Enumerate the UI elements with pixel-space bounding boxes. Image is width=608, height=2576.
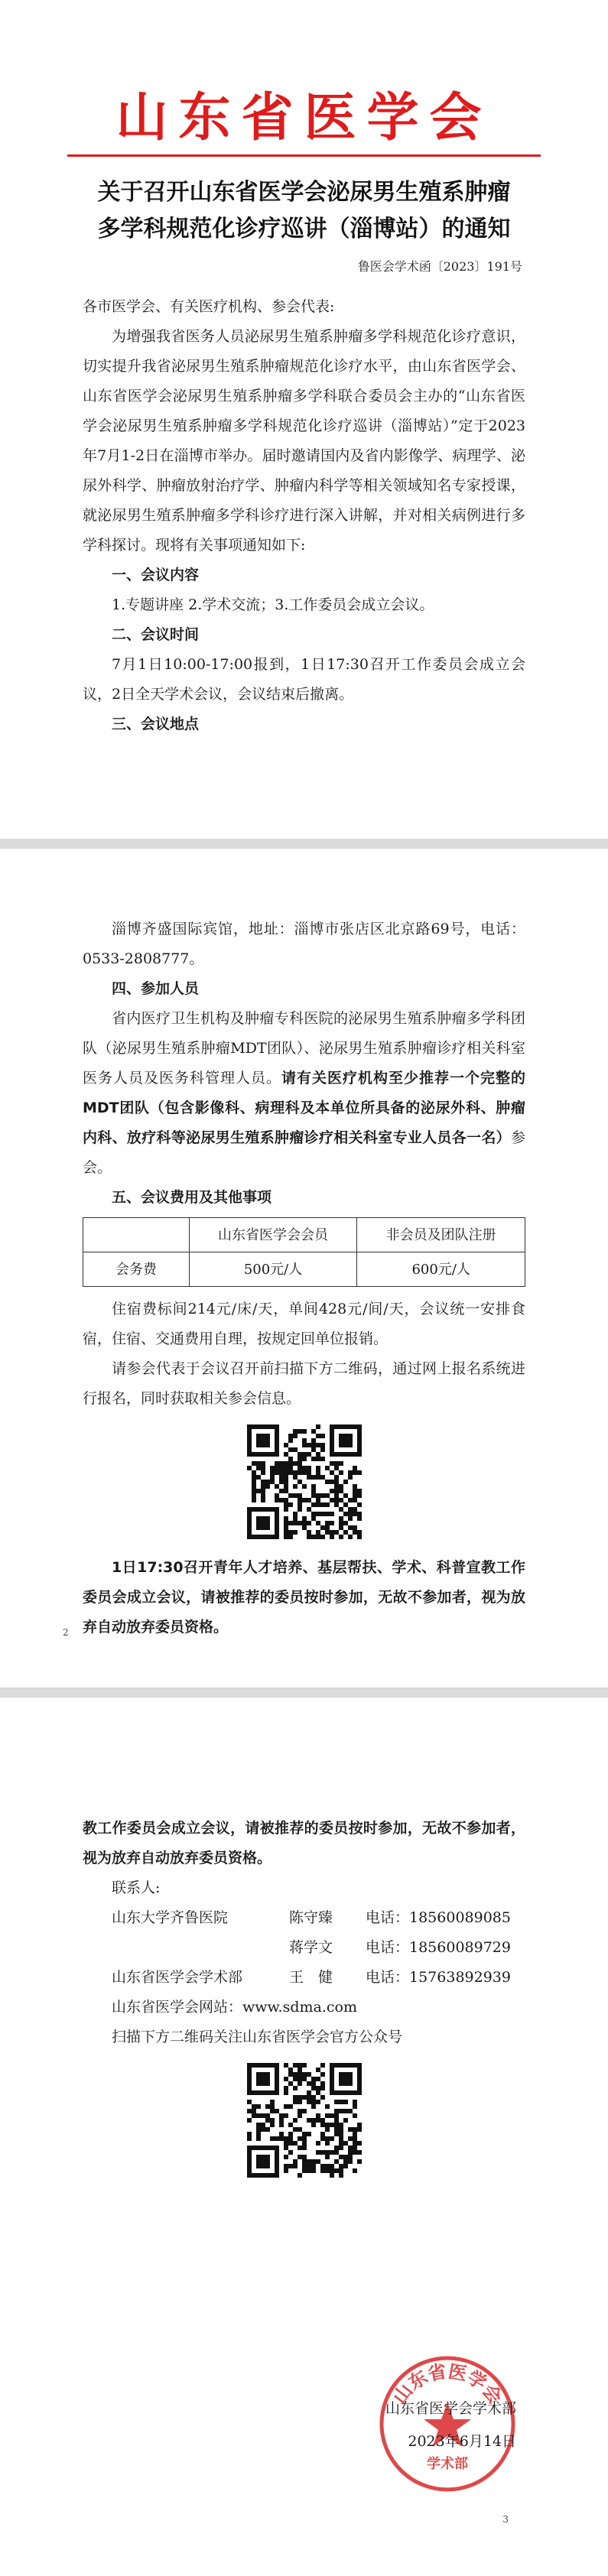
fee-table-header-row [83, 1218, 525, 1252]
section-4-text-end: 参会。 [83, 1129, 525, 1176]
contact-person: 陈守臻 [289, 1909, 333, 1926]
registration-text: 请参会代表于会议召开前扫描下方二维码，通过网上报名系统进行报名，同时获取相关参会信息。 [83, 1360, 525, 1407]
fee-row-label: 会务费 [83, 1252, 190, 1287]
fee-table-corner [83, 1218, 190, 1252]
document-number: 鲁医会学术函〔2023〕191号 [357, 259, 522, 274]
seal-text: 山东省医学会 [389, 2360, 506, 2409]
youth-committee-text-part1: 1日17:30召开青年人才培养、基层帮扶、学术、科普宣教工作委员会成立会议，请被推荐的委员按时参加，无故不参加者，视为放弃自动放弃委员资格。 [83, 1559, 525, 1636]
page-number-3: 3 [502, 2514, 509, 2525]
masthead-divider [67, 154, 541, 157]
wechat-qr-code[interactable] [247, 2063, 362, 2178]
section-3-text: 淄博齐盛国际宾馆，地址：淄博市张店区北京路69号，电话：0533-2808777。 [83, 921, 525, 967]
contact-phone: 电话：18560089729 [366, 1939, 511, 1956]
youth-committee-text-continued: 教工作委员会成立会议，请被推荐的委员按时参加，无故不参加者，视为放弃自动放弃委员资格。 [83, 1820, 525, 1866]
fee-table-row [83, 1252, 525, 1287]
contact-row [83, 1963, 525, 1993]
fee-nonmember: 600元/人 [357, 1252, 525, 1287]
contact-org: 山东大学齐鲁医院 [112, 1909, 229, 1926]
section-2-text: 7月1日10:00-17:00报到，1日17:30召开工作委员会成立会议，2日全天学术会议，会议结束后撤离。 [83, 656, 525, 703]
salutation: 各市医学会、有关医疗机构、参会代表: [83, 298, 335, 315]
contact-person: 王 健 [289, 1969, 333, 1986]
section-5-heading: 五、会议费用及其他事项 [112, 1189, 272, 1206]
intro-paragraph: 为增强我省医务人员泌尿男生殖系肿瘤多学科规范化诊疗意识，切实提升我省泌尿男生殖系肿瘤规范化诊疗水平，由山东省医学会、山东省医学会泌尿男生殖系肿瘤多学科联合委员会主办的“山东省医学会泌尿男生殖系肿瘤多学科规范化诊疗巡讲（淄博站）”定于2023年7月1-2日在淄博市举办。届时邀请国内及省内影像学、病理学、泌尿外科学、肿瘤放射治疗学、肿瘤内科学等相关领域知名专家授课，就泌尿男生殖系肿瘤多学科诊疗进行深入讲解，并对相关病例进行多学科探讨。现将有关事项通知如下: [83, 328, 525, 554]
website-text: 山东省医学会网站：www.sdma.com [112, 1999, 357, 2016]
title-line-2: 多学科规范化诊疗巡讲（淄博站）的通知 [97, 216, 511, 242]
section-4-text-bold: 请有关医疗机构至少推荐一个完整的MDT团队（包含影像科、病理科及本单位所具备的泌尿外科、肿瘤内科、放疗科等泌尿男生殖系肿瘤诊疗相关科室专业人员各一名） [83, 1070, 525, 1146]
signature-date: 2023年6月14日 [408, 2433, 516, 2450]
signature-block [340, 2347, 516, 2500]
fee-header-nonmember: 非会员及团队注册 [357, 1218, 525, 1252]
contact-label: 联系人: [112, 1879, 161, 1896]
wechat-text: 扫描下方二维码关注山东省医学会官方公众号 [112, 2029, 403, 2045]
section-3-heading: 三、会议地点 [112, 716, 200, 733]
section-4-heading: 四、参加人员 [112, 980, 200, 997]
section-4-text-normal: 省内医疗卫生机构及肿瘤专科医院的泌尿男生殖系肿瘤多学科团队（泌尿男生殖系肿瘤MDT团队）、泌尿男生殖系肿瘤诊疗相关科室医务人员及医务科管理人员。 [83, 1010, 525, 1087]
contact-phone: 电话：18560089085 [366, 1909, 511, 1926]
page-3 [0, 1697, 608, 2576]
contact-org [83, 1933, 289, 1963]
page-2 [0, 849, 608, 1688]
contact-phone: 电话：15763892939 [366, 1969, 511, 1986]
page2-content [83, 914, 525, 1636]
fee-header-member: 山东省医学会会员 [189, 1218, 357, 1252]
section-1-text: 1.专题讲座 2.学术交流；3.工作委员会成立会议。 [112, 596, 434, 613]
contact-row [83, 1933, 525, 1963]
contact-row [83, 1903, 525, 1933]
title-line-1: 关于召开山东省医学会泌尿男生殖系肿瘤 [97, 179, 511, 206]
page1-content [83, 292, 525, 739]
document-title [61, 174, 547, 248]
signature-org: 山东省医学会学术部 [385, 2400, 516, 2417]
page-1 [0, 0, 608, 839]
contact-org: 山东省医学会学术部 [112, 1969, 243, 1986]
registration-qr-code[interactable] [247, 1424, 362, 1539]
section-2-heading: 二、会议时间 [112, 626, 200, 643]
section-1-heading: 一、会议内容 [112, 567, 200, 583]
official-seal [371, 2347, 524, 2500]
masthead: 山东省医学会 [115, 88, 493, 148]
page3-content [83, 1814, 525, 2191]
seal-subtext: 学术部 [427, 2456, 468, 2472]
accommodation-text: 住宿费标间214元/床/天，单间428元/间/天，会议统一安排食宿，住宿、交通费用自理，按规定回单位报销。 [83, 1301, 525, 1347]
fee-table [83, 1217, 525, 1287]
contact-person: 蒋学文 [289, 1939, 333, 1956]
section-4-text [83, 1004, 525, 1183]
page-number-2: 2 [63, 1627, 69, 1638]
fee-member: 500元/人 [189, 1252, 357, 1287]
